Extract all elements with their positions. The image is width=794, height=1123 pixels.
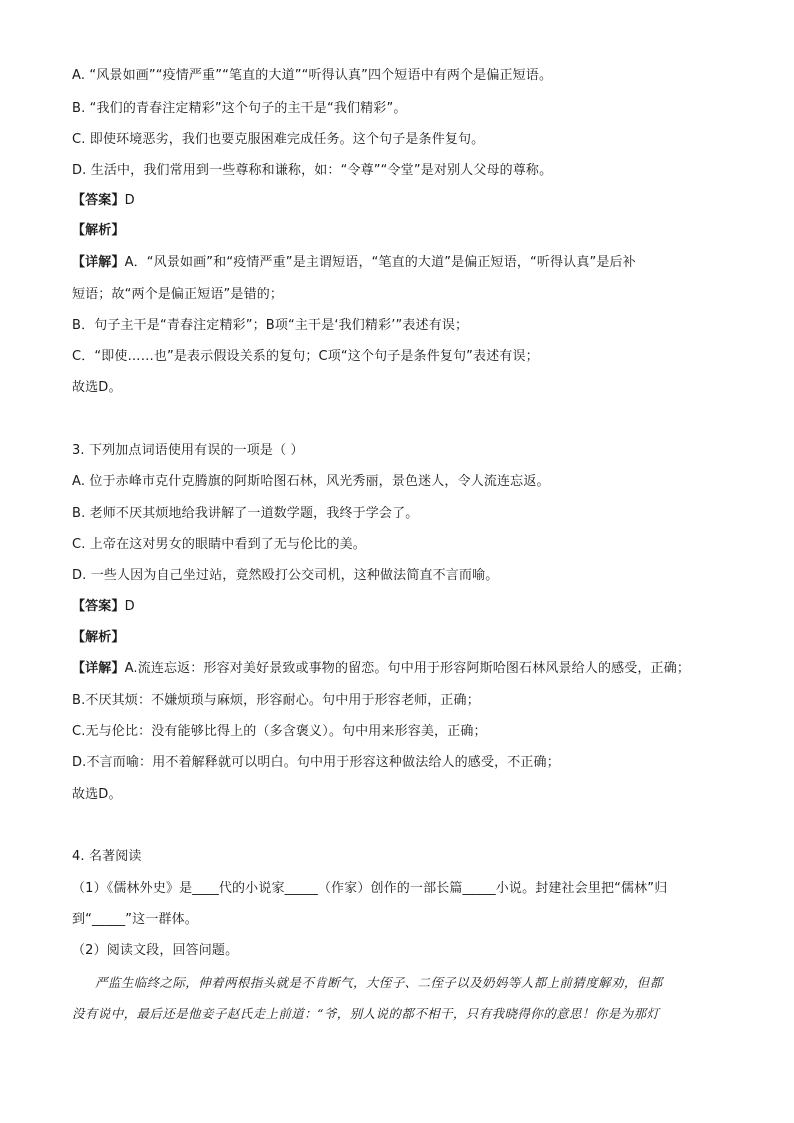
q2-detail-line-2: 短语；故“两个是偏正短语”是错的； (72, 287, 284, 302)
detail-text: A．“风景如画”和“疫情严重”是主谓短语，“笔直的大道”是偏正短语，“听得认真”是后补 (124, 255, 636, 270)
answer-tag: 【答案】 (72, 599, 125, 614)
q3-conclusion: 故选D。 (72, 787, 122, 802)
q4-sub1-line-2: 到“_____”这一群体。 (72, 912, 198, 927)
q2-analysis-heading (72, 222, 732, 240)
detail-text: A.流连忘返：形容对美好景致或事物的留恋。句中用于形容阿斯哈图石林风景给人的感受，正确； (124, 661, 691, 676)
q2-option-c: C. 即使环境恶劣，我们也要克服困难完成任务。这个句子是条件复句。 (72, 132, 485, 147)
q3-detail-line-3: C.无与伦比：没有能够比得上的（多含褒义）。句中用来形容美，正确； (72, 724, 487, 739)
q3-detail-line-4: D.不言而喻：用不着解释就可以明白。句中用于形容这种做法给人的感受，不正确； (72, 755, 560, 770)
q3-analysis-heading (72, 629, 732, 647)
answer-value: D (124, 193, 135, 208)
q4-passage-line-2: 没有说中，最后还是他妾子赵氏走上前道：“爷，别人说的都不相干，只有我晓得你的意思！你是为那灯 (72, 1006, 660, 1021)
q4-stem: 4. 名著阅读 (72, 849, 142, 864)
answer-value: D (124, 599, 135, 614)
q3-option-c: C. 上帝在这对男女的眼睛中看到了无与伦比的美。 (72, 537, 366, 552)
q3-detail-line-2: B.不厌其烦：不嫌烦琐与麻烦，形容耐心。句中用于形容老师，正确； (72, 693, 480, 708)
q3-stem: 3. 下列加点词语使用有误的一项是（ ） (72, 443, 304, 458)
answer-tag: 【答案】 (72, 193, 125, 208)
analysis-tag: 【解析】 (72, 223, 125, 238)
analysis-tag: 【解析】 (72, 630, 125, 645)
q3-answer (72, 598, 732, 616)
detail-tag: 【详解】 (72, 255, 125, 270)
q2-option-a: A. “风景如画”“疫情严重”“笔直的大道”“听得认真”四个短语中有两个是偏正短语。 (72, 68, 553, 83)
q2-detail-line-4: C．“即使……也”是表示假设关系的复句；C项“这个句子是条件复句”表述有误； (72, 349, 539, 364)
q2-conclusion: 故选D。 (72, 380, 122, 395)
q2-detail-line-1 (72, 254, 732, 272)
q4-sub1-line-1: （1）《儒林外史》是____代的小说家_____（作家）创作的一部长篇_____小说。封建社会里把“儒林”归 (72, 881, 668, 896)
q3-option-d: D. 一些人因为自己坐过站，竟然殴打公交司机，这种做法简直不言而喻。 (72, 568, 499, 583)
q3-option-a: A. 位于赤峰市克什克腾旗的阿斯哈图石林，风光秀丽，景色迷人，令人流连忘返。 (72, 474, 550, 489)
q4-passage-line-1: 严监生临终之际，伸着两根指头就是不肯断气，大侄子、二侄子以及奶妈等人都上前猜度解劝，但都 (95, 975, 663, 990)
q2-answer (72, 192, 732, 210)
q2-option-b: B. “我们的青春注定精彩”这个句子的主干是“我们精彩”。 (72, 101, 407, 116)
q3-detail-line-1 (72, 660, 732, 678)
q2-detail-line-3: B．句子主干是“青春注定精彩”；B项“主干是‘我们精彩’”表述有误； (72, 318, 469, 333)
detail-tag: 【详解】 (72, 661, 125, 676)
q2-option-d: D. 生活中，我们常用到一些尊称和谦称，如：“令尊”“令堂”是对别人父母的尊称。 (72, 163, 553, 178)
q4-sub2: （2）阅读文段，回答问题。 (72, 943, 239, 958)
q3-option-b: B. 老师不厌其烦地给我讲解了一道数学题，我终于学会了。 (72, 506, 419, 521)
